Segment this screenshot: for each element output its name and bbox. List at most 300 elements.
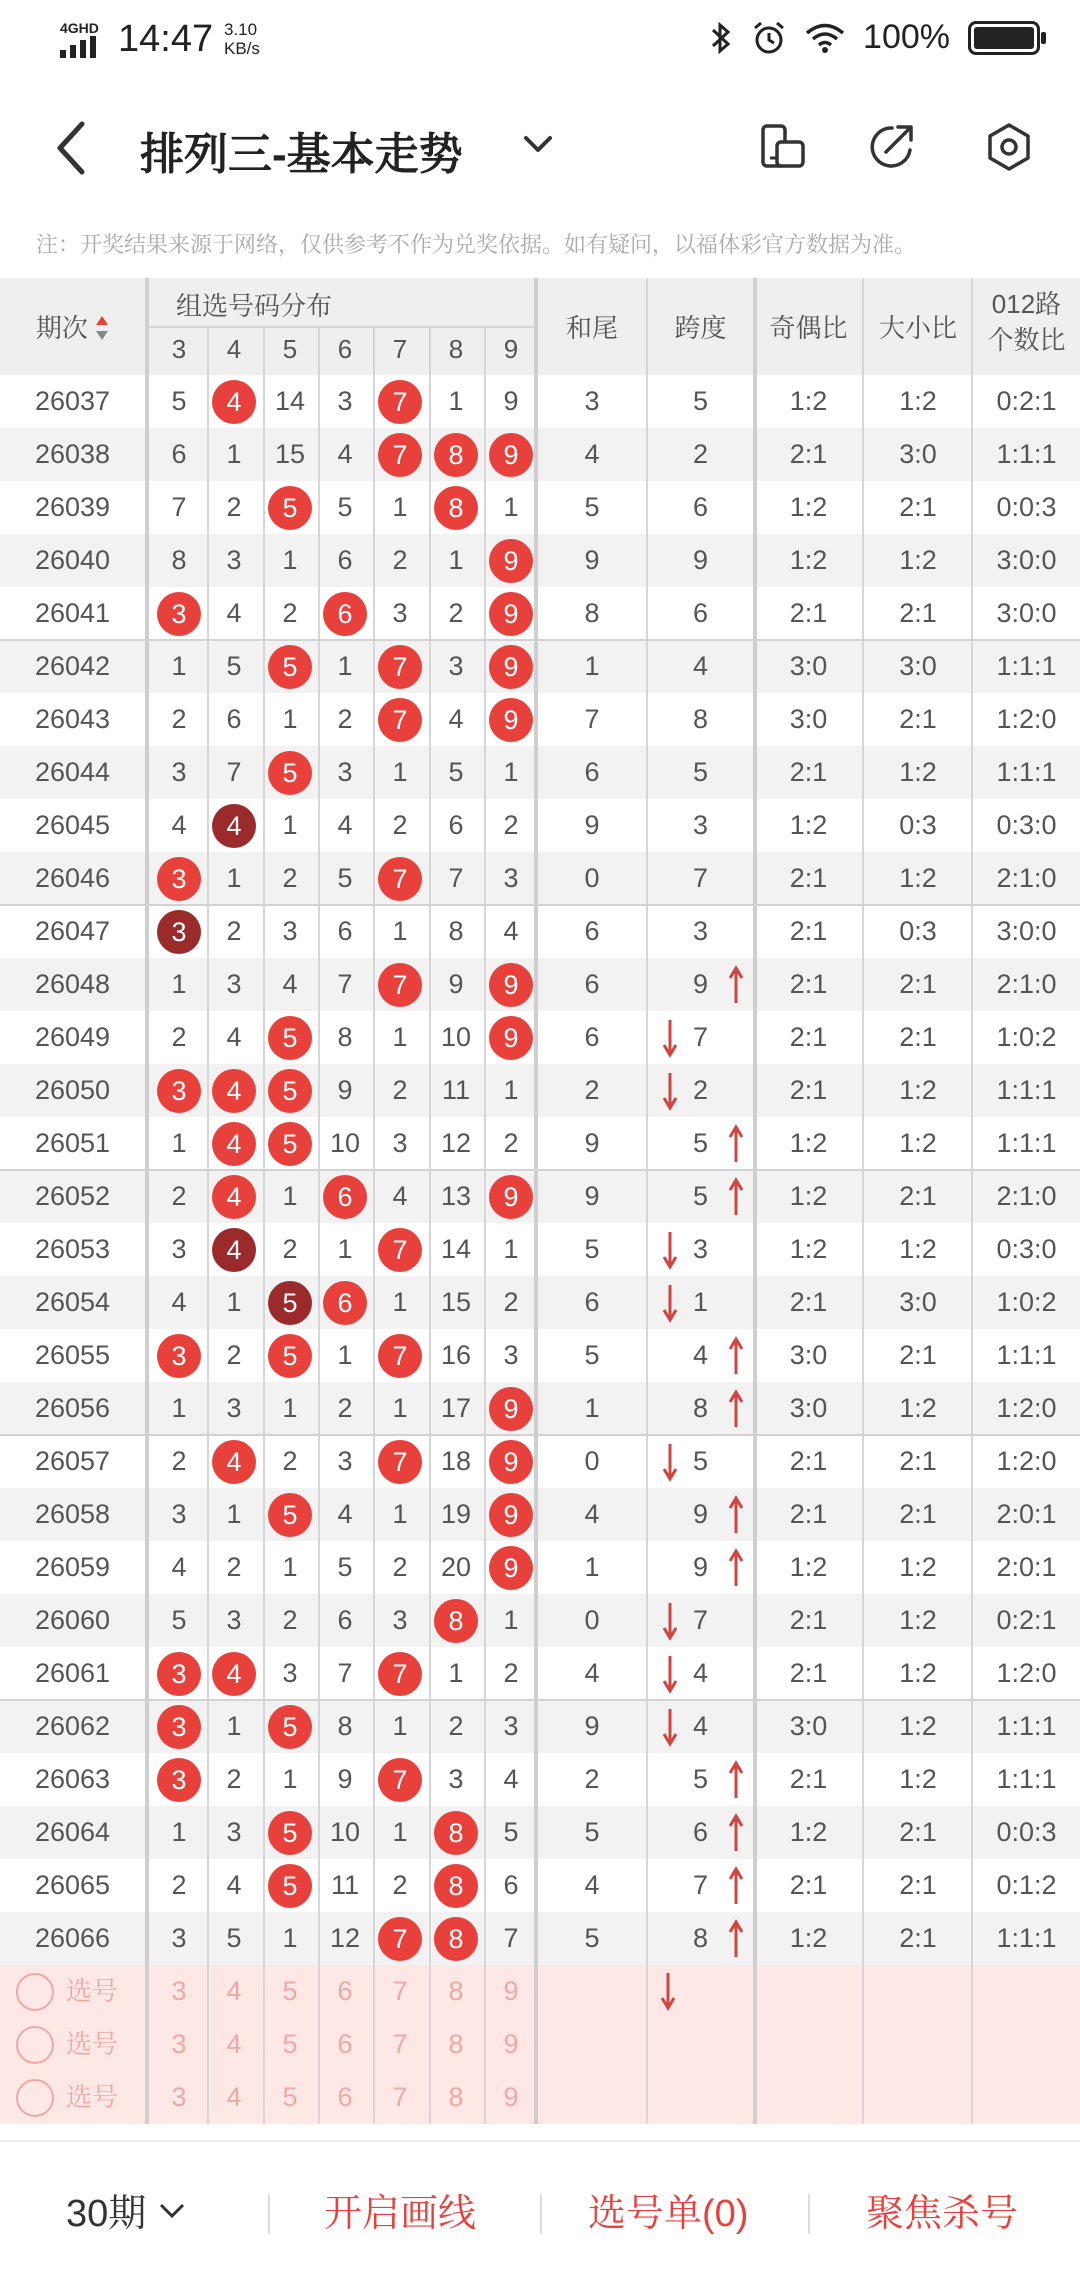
picker-label[interactable]: 选号 — [66, 2029, 119, 2059]
digit-cell: 13 — [440, 1181, 472, 1211]
picker-label[interactable]: 选号 — [66, 2082, 119, 2112]
digit-cell — [318, 587, 373, 640]
picker-number[interactable]: 4 — [226, 2082, 242, 2112]
digit-cell: 5 — [171, 1605, 187, 1635]
digit-cell: 9 — [337, 1764, 353, 1794]
drawn-number-ball: 9 — [489, 698, 533, 742]
table-row[interactable] — [0, 1647, 1080, 1700]
bluetooth-icon — [709, 21, 733, 55]
digit-cell: 2 — [171, 1181, 187, 1211]
digit-cell: 8 — [448, 916, 464, 946]
route-ratio-cell: 1:2:0 — [996, 1393, 1057, 1423]
digit-cell: 17 — [440, 1393, 472, 1423]
period-cell: 26042 — [34, 651, 111, 681]
period-cell: 26043 — [34, 704, 111, 734]
digit-cell: 14 — [440, 1234, 472, 1264]
status-bar — [0, 0, 1080, 80]
route-ratio-cell: 1:1:1 — [996, 1764, 1057, 1794]
route-ratio-cell: 1:1:1 — [996, 1075, 1057, 1105]
drawn-number-ball: 7 — [378, 857, 422, 901]
digit-cell: 4 — [226, 598, 242, 628]
table-row[interactable] — [0, 1117, 1080, 1170]
digit-cell — [373, 1223, 428, 1276]
digit-cell: 5 — [503, 1817, 519, 1847]
odd-even-cell: 2:1 — [789, 439, 828, 469]
digit-cell: 3 — [392, 1605, 408, 1635]
period-cell: 26052 — [34, 1181, 111, 1211]
odd-even-cell: 1:2 — [789, 1181, 828, 1211]
big-small-cell: 1:2 — [899, 1393, 937, 1423]
digit-cell — [484, 1382, 539, 1435]
big-small-cell: 3:0 — [899, 651, 937, 681]
digit-cell: 4 — [171, 1552, 187, 1582]
digit-cell: 2 — [226, 1764, 242, 1794]
table-row[interactable] — [0, 1859, 1080, 1912]
digit-cell: 1 — [282, 810, 298, 840]
odd-even-cell: 3:0 — [789, 1393, 828, 1423]
digit-cell: 2 — [503, 1128, 519, 1158]
sum-tail-cell: 2 — [584, 1075, 600, 1105]
digit-cell — [373, 640, 428, 693]
drawn-number-ball: 3 — [157, 910, 201, 954]
digit-cell: 1 — [392, 1287, 408, 1317]
digit-cell: 10 — [329, 1817, 361, 1847]
digit-cell — [207, 1064, 262, 1117]
sum-tail-cell: 6 — [584, 969, 600, 999]
drawn-number-ball: 5 — [268, 751, 312, 795]
route-ratio-cell: 0:2:1 — [996, 1605, 1057, 1635]
picker-number[interactable]: 3 — [171, 1976, 187, 2006]
route-ratio-cell: 3:0:0 — [996, 598, 1057, 628]
period-cell: 26037 — [34, 386, 111, 416]
picker-label[interactable]: 选号 — [66, 1976, 119, 2006]
span-value: 5 — [692, 757, 709, 787]
big-small-cell: 1:2 — [899, 1128, 937, 1158]
sum-tail-cell: 5 — [584, 1340, 600, 1370]
drawn-number-ball: 7 — [378, 1917, 422, 1961]
odd-even-cell: 2:1 — [789, 1075, 828, 1105]
table-row[interactable] — [0, 1806, 1080, 1859]
digit-cell: 3 — [171, 1499, 187, 1529]
period-cell: 26059 — [34, 1552, 111, 1582]
picker-number[interactable]: 9 — [503, 2082, 519, 2112]
span-cell — [648, 640, 753, 693]
drawn-number-ball: 7 — [378, 1334, 422, 1378]
drawn-number-ball: 8 — [434, 1917, 478, 1961]
digit-cell — [263, 746, 318, 799]
odd-even-cell: 1:2 — [789, 545, 828, 575]
digit-cell — [373, 1435, 428, 1488]
route-ratio-cell: 0:0:3 — [996, 492, 1057, 522]
period-cell: 26039 — [34, 492, 111, 522]
digit-cell: 2 — [282, 598, 298, 628]
trend-down-arrow-icon — [660, 1442, 680, 1482]
digit-cell: 3 — [226, 1605, 242, 1635]
route-ratio-cell: 0:0:3 — [996, 1817, 1057, 1847]
trend-down-arrow-icon — [660, 1283, 680, 1323]
trend-up-arrow-icon — [726, 1124, 746, 1164]
selection-list-button[interactable]: 选号单(0) — [588, 2193, 749, 2235]
period-cell: 26057 — [34, 1446, 111, 1476]
picker-row[interactable] — [0, 2071, 1080, 2124]
digit-cell: 7 — [171, 492, 187, 522]
table-row[interactable] — [0, 905, 1080, 958]
drawn-number-ball: 5 — [268, 486, 312, 530]
table-row[interactable] — [0, 534, 1080, 587]
table-row[interactable] — [0, 1488, 1080, 1541]
picker-number[interactable]: 7 — [392, 2082, 408, 2112]
trend-up-arrow-icon — [726, 1336, 746, 1376]
digit-cell: 6 — [448, 810, 464, 840]
digit-cell: 1 — [171, 1817, 187, 1847]
picker-number[interactable]: 5 — [282, 1976, 298, 2006]
period-selector[interactable] — [66, 2182, 187, 2237]
span-value: 3 — [692, 810, 709, 840]
digit-cell: 6 — [337, 916, 353, 946]
table-row[interactable] — [0, 1912, 1080, 1965]
route-ratio-cell: 1:1:1 — [996, 439, 1057, 469]
drawn-number-ball: 9 — [489, 1175, 533, 1219]
select-circle-icon[interactable] — [16, 1973, 54, 2011]
digit-cell: 1 — [392, 492, 408, 522]
digit-cell: 3 — [226, 1817, 242, 1847]
picker-number[interactable]: 3 — [171, 2029, 187, 2059]
digit-cell: 2 — [337, 1393, 353, 1423]
big-small-cell: 2:1 — [899, 492, 937, 522]
digit-cell: 4 — [226, 1870, 242, 1900]
picker-number[interactable]: 6 — [337, 2029, 353, 2059]
table-row[interactable] — [0, 1594, 1080, 1647]
digit-cell: 1 — [392, 1022, 408, 1052]
odd-even-cell: 3:0 — [789, 704, 828, 734]
header-span: 跨度 — [674, 313, 727, 343]
table-row[interactable] — [0, 587, 1080, 640]
span-value: 8 — [692, 1393, 709, 1423]
digit-cell: 2 — [282, 1446, 298, 1476]
digit-cell — [373, 1329, 428, 1382]
big-small-cell: 1:2 — [899, 1234, 937, 1264]
drawn-number-ball: 5 — [268, 1281, 312, 1325]
digit-cell: 1 — [392, 1817, 408, 1847]
period-cell: 26055 — [34, 1340, 111, 1370]
odd-even-cell: 1:2 — [789, 1923, 828, 1953]
table-row[interactable] — [0, 1541, 1080, 1594]
table-row[interactable] — [0, 1382, 1080, 1435]
table-row[interactable] — [0, 1435, 1080, 1488]
table-row[interactable] — [0, 1223, 1080, 1276]
drawn-number-ball: 4 — [212, 1228, 256, 1272]
span-value: 3 — [692, 916, 709, 946]
digit-cell — [373, 1912, 428, 1965]
period-cell: 26065 — [34, 1870, 111, 1900]
picker-number[interactable]: 9 — [503, 2029, 519, 2059]
digit-cell: 14 — [274, 386, 306, 416]
odd-even-cell: 2:1 — [789, 1446, 828, 1476]
picker-number[interactable]: 9 — [503, 1976, 519, 2006]
digit-cell: 2 — [171, 1446, 187, 1476]
drawn-number-ball: 7 — [378, 433, 422, 477]
route-ratio-cell: 2:1:0 — [996, 969, 1057, 999]
digit-cell: 1 — [226, 863, 242, 893]
digit-cell: 6 — [226, 704, 242, 734]
picker-number[interactable]: 8 — [448, 1976, 464, 2006]
drawn-number-ball: 8 — [434, 1864, 478, 1908]
digit-cell — [484, 693, 539, 746]
trend-up-arrow-icon — [726, 1389, 746, 1429]
sum-tail-cell: 1 — [584, 651, 600, 681]
big-small-cell: 2:1 — [899, 704, 937, 734]
alarm-icon — [751, 20, 787, 56]
table-row[interactable] — [0, 958, 1080, 1011]
drawn-number-ball: 3 — [157, 1758, 201, 1802]
drawn-number-ball: 6 — [323, 1175, 367, 1219]
drawn-number-ball: 7 — [378, 1228, 422, 1272]
big-small-cell: 1:2 — [899, 386, 937, 416]
net-speed — [224, 20, 260, 58]
back-arrow-icon[interactable] — [48, 118, 98, 178]
digit-cell: 7 — [503, 1923, 519, 1953]
digit-cell: 4 — [282, 969, 298, 999]
sum-tail-cell: 9 — [584, 1711, 600, 1741]
period-cell: 26054 — [34, 1287, 111, 1317]
sum-tail-cell: 6 — [584, 1287, 600, 1317]
odd-even-cell: 2:1 — [789, 598, 828, 628]
share-icon[interactable] — [866, 120, 920, 174]
big-small-cell: 3:0 — [899, 1287, 937, 1317]
select-circle-icon[interactable] — [16, 2026, 54, 2064]
phone-rotate-icon[interactable] — [755, 120, 809, 174]
draw-line-button[interactable]: 开启画线 — [324, 2193, 477, 2235]
table-row[interactable] — [0, 375, 1080, 428]
sum-tail-cell: 5 — [584, 492, 600, 522]
digit-cell — [263, 1700, 318, 1753]
digit-cell: 1 — [226, 439, 242, 469]
picker-number[interactable]: 4 — [226, 2029, 242, 2059]
period-cell: 26040 — [34, 545, 111, 575]
table-row[interactable] — [0, 852, 1080, 905]
picker-number[interactable]: 7 — [392, 2029, 408, 2059]
digit-cell — [207, 1647, 262, 1700]
digit-cell: 1 — [503, 492, 519, 522]
period-cell: 26046 — [34, 863, 111, 893]
digit-cell: 2 — [226, 1552, 242, 1582]
picker-row[interactable] — [0, 2018, 1080, 2071]
picker-number[interactable]: 3 — [171, 2082, 187, 2112]
drawn-number-ball: 5 — [268, 1122, 312, 1166]
chevron-down-icon[interactable] — [518, 124, 558, 164]
settings-icon[interactable] — [982, 120, 1036, 174]
picker-number[interactable]: 8 — [448, 2082, 464, 2112]
picker-number[interactable]: 8 — [448, 2029, 464, 2059]
sum-tail-cell: 4 — [584, 1658, 600, 1688]
digit-cell: 3 — [392, 1128, 408, 1158]
drawn-number-ball: 8 — [434, 1599, 478, 1643]
wifi-icon — [805, 22, 845, 54]
digit-cell — [484, 1541, 539, 1594]
header-period[interactable] — [0, 308, 145, 345]
odd-even-cell: 1:2 — [789, 1552, 828, 1582]
period-cell: 26063 — [34, 1764, 111, 1794]
digit-cell: 2 — [226, 1340, 242, 1370]
span-cell — [648, 534, 753, 587]
trend-up-arrow-icon — [726, 965, 746, 1005]
span-value: 6 — [692, 492, 709, 522]
net-speed-value: 3.10 — [224, 20, 258, 39]
trend-down-arrow-icon — [660, 1601, 680, 1641]
digit-cell: 2 — [171, 704, 187, 734]
table-row[interactable] — [0, 1329, 1080, 1382]
drawn-number-ball: 6 — [323, 1281, 367, 1325]
digit-cell: 11 — [441, 1075, 471, 1105]
header-big-small: 大小比 — [878, 313, 957, 343]
table-row[interactable] — [0, 428, 1080, 481]
sum-tail-cell: 2 — [584, 1764, 600, 1794]
signal-icon — [60, 36, 104, 58]
drawn-number-ball: 9 — [489, 1440, 533, 1484]
picker-number[interactable]: 6 — [337, 1976, 353, 2006]
digit-cell: 2 — [448, 1711, 464, 1741]
digit-cell — [429, 1594, 484, 1647]
digit-cell: 1 — [392, 757, 408, 787]
digit-cell — [263, 1329, 318, 1382]
digit-cell: 2 — [392, 545, 408, 575]
table-row[interactable] — [0, 1276, 1080, 1329]
digit-cell: 4 — [171, 1287, 187, 1317]
digit-cell: 5 — [226, 651, 242, 681]
table-row[interactable] — [0, 799, 1080, 852]
battery-percent: 100% — [863, 18, 950, 56]
span-cell — [648, 375, 753, 428]
route-ratio-cell: 1:0:2 — [996, 1022, 1057, 1052]
table-row[interactable] — [0, 1011, 1080, 1064]
period-selector-label: 30期 — [66, 2193, 147, 2235]
odd-even-cell: 2:1 — [789, 1764, 828, 1794]
drawn-number-ball: 3 — [157, 1705, 201, 1749]
trend-up-arrow-icon — [726, 1760, 746, 1800]
drawn-number-ball: 7 — [378, 645, 422, 689]
big-small-cell: 1:2 — [899, 1605, 937, 1635]
odd-even-cell: 1:2 — [789, 1234, 828, 1264]
route-ratio-cell: 1:1:1 — [996, 1923, 1057, 1953]
picker-row[interactable] — [0, 1965, 1080, 2018]
table-row[interactable] — [0, 481, 1080, 534]
digit-cell: 2 — [226, 916, 242, 946]
span-value: 7 — [692, 1022, 709, 1052]
digit-cell: 1 — [171, 1393, 187, 1423]
digit-cell: 3 — [503, 863, 519, 893]
digit-cell: 4 — [337, 1499, 353, 1529]
digit-cell — [207, 1170, 262, 1223]
span-value: 8 — [692, 1923, 709, 1953]
route-ratio-cell: 0:2:1 — [996, 386, 1057, 416]
digit-cell — [373, 1753, 428, 1806]
digit-cell: 3 — [448, 651, 464, 681]
digit-cell: 5 — [448, 757, 464, 787]
page-title[interactable]: 排列三-基本走势 — [140, 130, 463, 179]
app-header — [0, 80, 1080, 210]
digit-cell: 4 — [392, 1181, 408, 1211]
table-row[interactable] — [0, 746, 1080, 799]
big-small-cell: 2:1 — [899, 1923, 937, 1953]
sum-tail-cell: 4 — [584, 1499, 600, 1529]
span-value: 2 — [692, 1075, 709, 1105]
drawn-number-ball: 3 — [157, 1334, 201, 1378]
drawn-number-ball: 4 — [212, 804, 256, 848]
span-cell — [648, 852, 753, 905]
odd-even-cell: 1:2 — [789, 1817, 828, 1847]
digit-cell — [373, 958, 428, 1011]
drawn-number-ball: 5 — [268, 1334, 312, 1378]
table-row[interactable] — [0, 693, 1080, 746]
table-row[interactable] — [0, 1064, 1080, 1117]
table-row[interactable] — [0, 640, 1080, 693]
digit-cell — [152, 1700, 207, 1753]
digit-cell: 1 — [392, 1499, 408, 1529]
table-row[interactable] — [0, 1753, 1080, 1806]
span-value: 6 — [692, 1817, 709, 1847]
digit-cell: 8 — [337, 1711, 353, 1741]
route-ratio-cell: 1:0:2 — [996, 1287, 1057, 1317]
table-row[interactable] — [0, 1170, 1080, 1223]
digit-cell: 15 — [274, 439, 306, 469]
route-ratio-cell: 1:2:0 — [996, 704, 1057, 734]
sum-tail-cell: 5 — [584, 1817, 600, 1847]
digit-cell: 2 — [448, 598, 464, 628]
digit-cell: 2 — [503, 1658, 519, 1688]
span-value: 5 — [692, 1181, 709, 1211]
header-digit: 9 — [503, 334, 519, 364]
drawn-number-ball: 5 — [268, 1864, 312, 1908]
digit-cell — [152, 1329, 207, 1382]
sum-tail-cell: 9 — [584, 1128, 600, 1158]
sort-icon[interactable] — [95, 315, 109, 341]
picker-number[interactable]: 5 — [282, 2082, 298, 2112]
select-circle-icon[interactable] — [16, 2079, 54, 2117]
span-value: 9 — [692, 1552, 709, 1582]
period-cell: 26051 — [34, 1128, 111, 1158]
picker-number[interactable]: 6 — [337, 2082, 353, 2112]
big-small-cell: 1:2 — [899, 1764, 937, 1794]
sum-tail-cell: 4 — [584, 1870, 600, 1900]
picker-number[interactable]: 7 — [392, 1976, 408, 2006]
big-small-cell: 2:1 — [899, 969, 937, 999]
odd-even-cell: 2:1 — [789, 916, 828, 946]
digit-cell: 1 — [171, 969, 187, 999]
odd-even-cell: 2:1 — [789, 1658, 828, 1688]
picker-number[interactable]: 5 — [282, 2029, 298, 2059]
digit-cell: 2 — [282, 1234, 298, 1264]
digit-cell: 3 — [337, 1446, 353, 1476]
big-small-cell: 0:3 — [899, 810, 937, 840]
picker-number[interactable]: 4 — [226, 1976, 242, 2006]
digit-cell — [207, 375, 262, 428]
route-ratio-cell: 2:1:0 — [996, 863, 1057, 893]
big-small-cell: 2:1 — [899, 1870, 937, 1900]
digit-cell: 7 — [448, 863, 464, 893]
digit-cell: 3 — [226, 1393, 242, 1423]
trend-up-arrow-icon — [726, 1866, 746, 1906]
table-row[interactable] — [0, 1700, 1080, 1753]
table-header — [0, 278, 1080, 375]
drawn-number-ball: 5 — [268, 645, 312, 689]
digit-cell — [207, 1435, 262, 1488]
focus-kill-button[interactable]: 聚焦杀号 — [866, 2193, 1019, 2235]
span-cell — [648, 746, 753, 799]
big-small-cell: 1:2 — [899, 863, 937, 893]
sum-tail-cell: 9 — [584, 1181, 600, 1211]
digit-cell: 5 — [337, 863, 353, 893]
digit-cell: 1 — [282, 545, 298, 575]
